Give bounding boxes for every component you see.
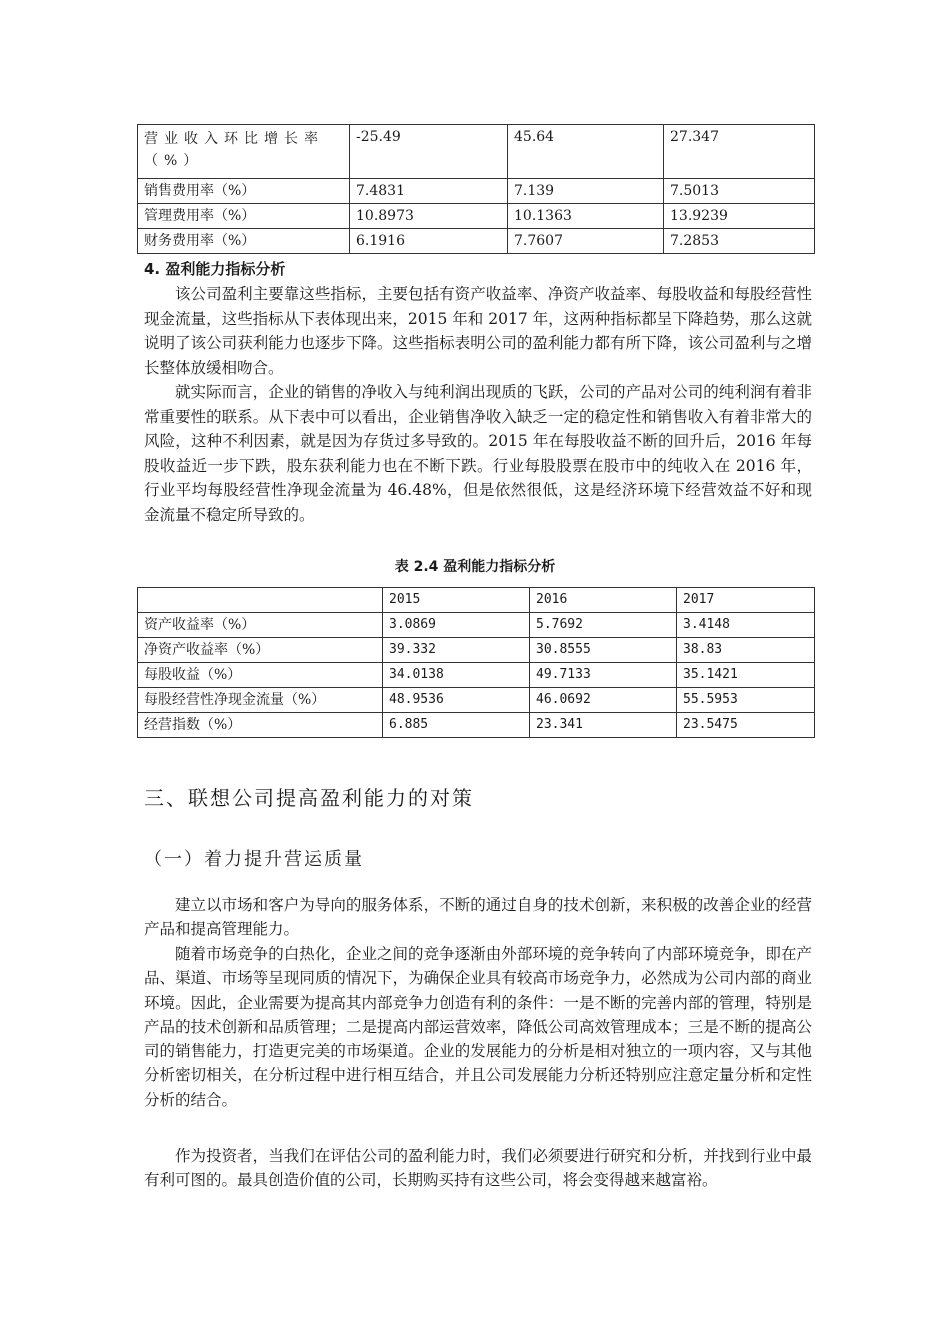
table-row (138, 204, 815, 229)
value-2017: 27.347 (664, 125, 815, 179)
table-row (138, 179, 815, 204)
header-blank (138, 588, 383, 613)
value-2015: 39.332 (383, 638, 530, 663)
value-2017: 38.83 (677, 638, 815, 663)
value-2016: 46.0692 (530, 688, 677, 713)
profitability-table (137, 587, 815, 738)
value-2015: 6.885 (383, 713, 530, 738)
value-2016: 7.139 (508, 179, 664, 204)
row-label: 资产收益率（%） (138, 613, 383, 638)
value-2016: 30.8555 (530, 638, 677, 663)
value-2017: 13.9239 (664, 204, 815, 229)
paragraph: 就实际而言，企业的销售的净收入与纯利润出现质的飞跃，公司的产品对公司的纯利润有着非常重要性的联系。从下表中可以看出，企业销售净收入缺乏一定的稳定性和销售收入有着非常大的风险，这种不利因素，就是因为存货过多导致的。2015 年在每股收益不断的回升后，2016 年每股收益近一步下跌，股东获利能力也在不断下跌。行业每股股票在股市中的纯收入在 2016 年，行业平均每股经营性净现金流量为 46.48%，但是依然很低，这是经济环境下经营效益不好和现金流量不稳定所导致的。 (144, 383, 812, 524)
value-2015: -25.49 (350, 125, 508, 179)
value-2017: 7.5013 (664, 179, 815, 204)
section-heading: 4. 盈利能力指标分析 (144, 260, 286, 278)
table-row (138, 663, 815, 688)
value-2017: 55.5953 (677, 688, 815, 713)
row-label: 经营指数（%） (138, 713, 383, 738)
row-label: 每股收益（%） (138, 663, 383, 688)
value-2016: 10.1363 (508, 204, 664, 229)
table-caption: 表 2.4 盈利能力指标分析 (394, 559, 556, 575)
table-row (138, 638, 815, 663)
row-label: 财务费用率（%） (138, 229, 350, 254)
row-label: 净资产收益率（%） (138, 638, 383, 663)
value-2015: 48.9536 (383, 688, 530, 713)
header-year: 2017 (677, 588, 815, 613)
value-2015: 10.8973 (350, 204, 508, 229)
expense-ratio-table (137, 124, 815, 254)
value-2017: 35.1421 (677, 663, 815, 688)
value-2016: 23.341 (530, 713, 677, 738)
value-2015: 3.0869 (383, 613, 530, 638)
row-label: 管理费用率（%） (138, 204, 350, 229)
value-2017: 7.2853 (664, 229, 815, 254)
value-2017: 23.5475 (677, 713, 815, 738)
table-header-row (138, 588, 815, 613)
table-row (138, 125, 815, 179)
value-2015: 7.4831 (350, 179, 508, 204)
row-label: 每股经营性净现金流量（%） (138, 688, 383, 713)
row-label: 销售费用率（%） (138, 179, 350, 204)
subsection-heading: （一）着力提升营运质量 (144, 849, 364, 870)
paragraph: 随着市场竞争的白热化，企业之间的竞争逐渐由外部环境的竞争转向了内部环境竞争，即在产品、渠道、市场等呈现同质的情况下，为确保企业具有较高市场竞争力，必然成为公司内部的商业环境。因此，企业需要为提高其内部竞争力创造有利的条件：一是不断的完善内部的管理，特别是产品的技术创新和品质管理；二是提高内部运营效率，降低公司高效管理成本；三是不断的提高公司的销售能力，打造更完美的市场渠道。企业的发展能力的分析是相对独立的一项内容，又与其他分析密切相关，在分析过程中进行相互结合，并且公司发展能力分析还特别应注意定量分析和定性分析的结合。 (144, 945, 812, 1109)
value-2015: 6.1916 (350, 229, 508, 254)
value-2016: 7.7607 (508, 229, 664, 254)
value-2017: 3.4148 (677, 613, 815, 638)
table-row (138, 688, 815, 713)
header-year: 2016 (530, 588, 677, 613)
paragraph: 作为投资者，当我们在评估公司的盈利能力时，我们必须要进行研究和分析，并找到行业中最有利可图的。最具创造价值的公司，长期购买持有这些公司，将会变得越来越富裕。 (144, 1147, 812, 1190)
value-2016: 49.7133 (530, 663, 677, 688)
row-label: 营业收入环比增长率（%） (138, 125, 350, 179)
table-row (138, 713, 815, 738)
paragraph: 该公司盈利主要靠这些指标，主要包括有资产收益率、净资产收益率、每股收益和每股经营性现金流量，这些指标从下表体现出来，2015 年和 2017 年，这两种指标都呈下降趋势，那么这就说明了该公司获利能力也逐步下降。这些指标表明公司的盈利能力都有所下降，该公司盈利与之增长整体放缓相吻合。 (144, 285, 812, 377)
paragraph: 建立以市场和客户为导向的服务体系，不断的通过自身的技术创新，来积极的改善企业的经营产品和提高管理能力。 (144, 896, 812, 939)
chapter-heading: 三、联想公司提高盈利能力的对策 (144, 786, 474, 810)
table-row (138, 229, 815, 254)
header-year: 2015 (383, 588, 530, 613)
value-2016: 45.64 (508, 125, 664, 179)
value-2016: 5.7692 (530, 613, 677, 638)
value-2015: 34.0138 (383, 663, 530, 688)
table-row (138, 613, 815, 638)
